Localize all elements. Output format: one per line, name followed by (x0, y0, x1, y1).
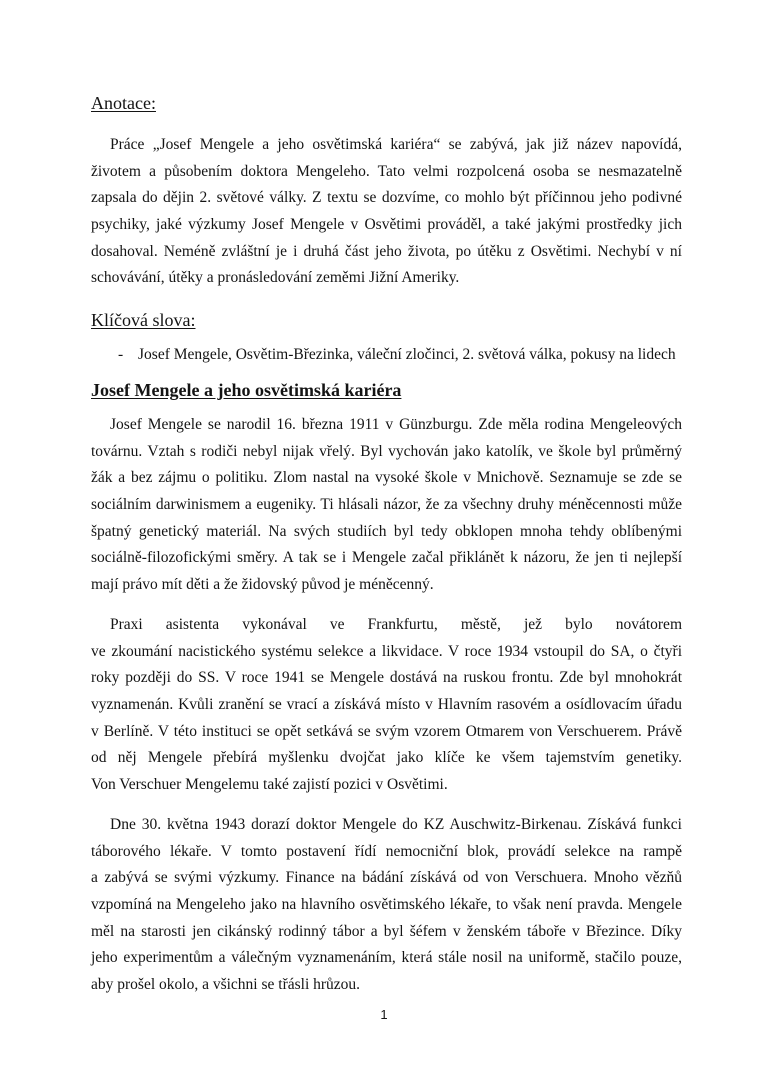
chapter-title: Josef Mengele a jeho osvětimská kariéra (91, 380, 402, 400)
text-line: žák a bez zájmu o politiku. Zlom nastal na vysoké škole v Mnichově. Seznamuje se zde se (91, 469, 682, 487)
text-line: a zabývá se svými výzkumy. Finance na bádání získává od von Verschuera. Mnoho vězňů (91, 869, 682, 887)
text-line: táborového lékaře. V tomto postavení řídí nemocniční blok, provádí selekce na rampě (91, 842, 682, 860)
text-line: mají právo mít děti a že židovský původ je méněcenný. (91, 576, 434, 594)
keywords-text: Josef Mengele, Osvětim-Březinka, váleční zločinci, 2. světová válka, pokusy na lidech (138, 346, 676, 363)
text-line: Josef Mengele se narodil 16. března 1911 v Günzburgu. Zde měla rodina Mengeleových (110, 416, 682, 433)
text-line: zapsala do dějin 2. světové války. Z textu se dozvíme, co mohlo být příčinnou jeho podivné (91, 189, 682, 207)
text-line: životem a působením doktora Mengeleho. Tato velmi rozpolcená osoba se nesmazatelně (91, 162, 682, 180)
text-line: od něj Mengele přebírá myšlenku dvojčat jako klíče ke všem tajemstvím genetiky. (91, 749, 682, 767)
text-line: sociálně-filozofickými směry. A tak se i Mengele začal přiklánět k názoru, že jen ti nejlepší (91, 549, 682, 567)
chapter-paragraph (91, 612, 682, 799)
text-line: Práce „Josef Mengele a jeho osvětimská kariéra“ se zabývá, jak již název napovídá, (110, 136, 682, 153)
text-line: Praxi asistenta vykonával ve Frankfurtu, městě, jež bylo novátorem (110, 616, 682, 633)
text-line: továrnu. Vztah s rodiči nebyl nijak vřelý. Byl vychován jako katolík, ve škole byl průměrný (91, 442, 682, 460)
text-line: dosahoval. Neméně zvláštní je i druhá část jeho života, po útěku z Osvětimi. Nechybí v ní (91, 242, 682, 260)
text-line: Dne 30. května 1943 dorazí doktor Mengele do KZ Auschwitz-Birkenau. Získává funkci (110, 816, 682, 833)
annotation-paragraph (91, 132, 682, 292)
bullet-dash: - (118, 346, 124, 363)
text-line: jeho experimentům a válečným vyznamenáním, která stále nosil na uniformě, stačilo pouze, (91, 949, 682, 967)
text-line: sociálním darwinismem a eugeniky. Ti hlásali názor, že za všechny druhy méněcennosti může (91, 496, 682, 514)
keywords-list-item (91, 342, 682, 369)
page-number: 1 (380, 1007, 388, 1022)
text-line: psychiky, jaké výzkumy Josef Mengele v Osvětimi prováděl, a také jakými prostředky jich (91, 216, 682, 234)
text-line: v Berlíně. V této instituci se opět setkává se svým vzorem Otmarem von Verschuerem. Právě (91, 722, 682, 740)
text-line: vzpomíná na Mengeleho jako na hlavního osvětimského lékaře, to však není pravda. Mengele (91, 896, 682, 914)
text-line: Von Verschuer Mengelemu také zajistí pozici v Osvětimi. (91, 776, 448, 794)
text-line: roky později do SS. V roce 1941 se Mengele dostává na ruskou frontu. Zde byl mnohokrát (91, 669, 682, 687)
text-line: špatný genetický materiál. Na svých studiích byl tedy obklopen mnoha tehdy oblíbenými (91, 522, 682, 540)
chapter-paragraph (91, 812, 682, 999)
text-line: aby prošel okolo, a všichni se třásli hrůzou. (91, 976, 361, 994)
text-line: schovávání, útěky a pronásledování zeměmi Jižní Ameriky. (91, 269, 460, 287)
text-line: měl na starosti jen cikánský rodinný tábor a byl šéfem v ženském táboře v Březince. Díky (91, 922, 682, 940)
annotation-heading: Anotace: (91, 93, 156, 113)
chapter-paragraph (91, 412, 682, 599)
text-line: ve zkoumání nacistického systému selekce a likvidace. V roce 1934 vstoupil do SA, o čtyři (91, 642, 682, 660)
text-line: vyznamenán. Kvůli zranění se vrací a získává místo v Hlavním rasovém a osídlovacím úřadu (91, 696, 682, 714)
keywords-heading: Klíčová slova: (91, 310, 196, 330)
